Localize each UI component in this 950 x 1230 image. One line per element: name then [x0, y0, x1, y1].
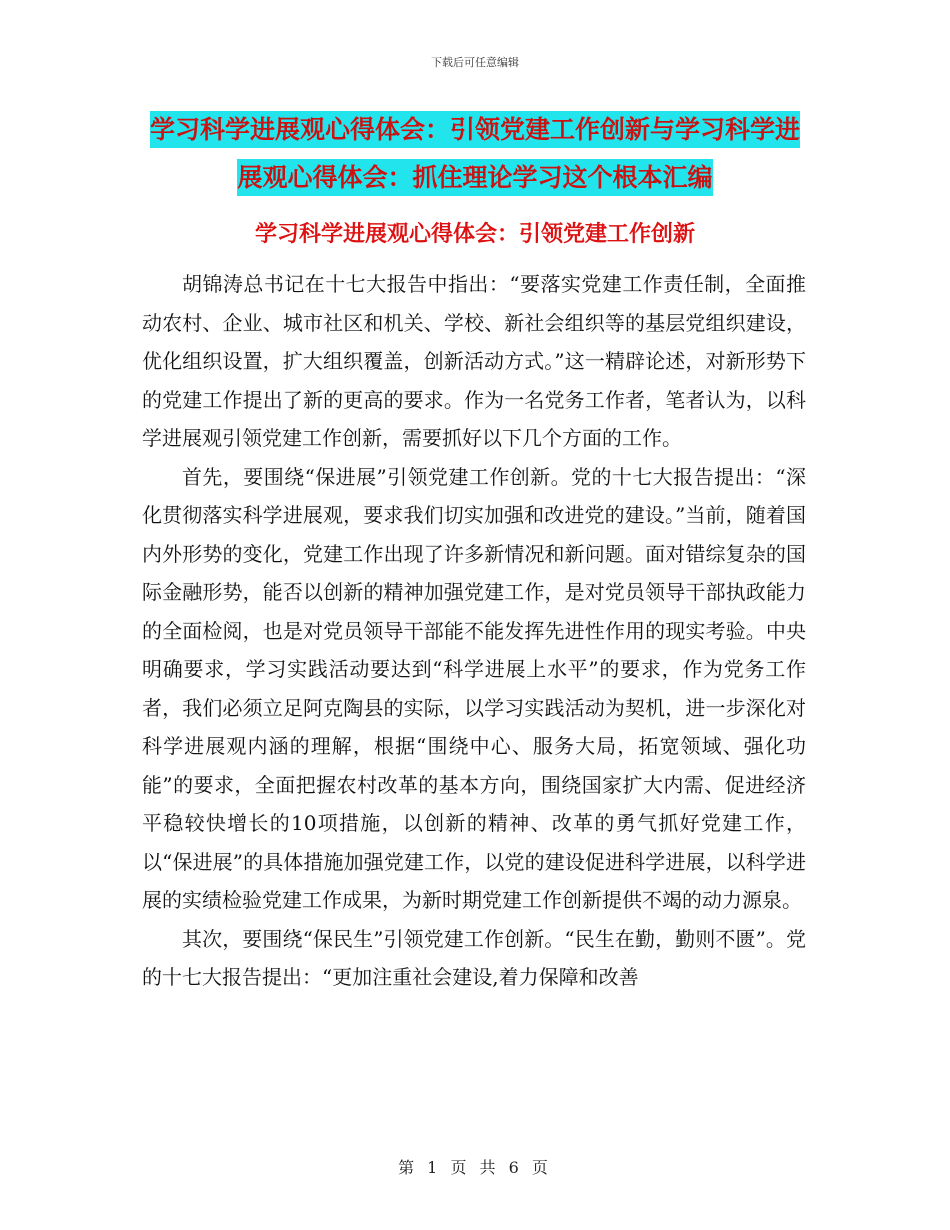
section-title: 学习科学进展观心得体会：引领党建工作创新	[254, 222, 695, 247]
header-note: 下载后可任意编辑	[431, 56, 519, 69]
page-indicator: 第 1 页 共 6 页	[398, 1158, 552, 1177]
paragraph-2: 首先，要围绕“保进展”引领党建工作创新。党的十七大报告提出：“深化贯彻落实科学进展观，要求我们切实加强和改进党的建设。”当前，随着国内外形势的变化，党建工作出现了许多新情况和新问题。面对错综复杂的国际金融形势，能否以创新的精神加强党建工作，是对党员领导干部执政能力的全面检阅，也是对党员领导干部能不能发挥先进性作用的现实考验。中央明确要求，学习实践活动要达到“科学进展上水平”的要求，作为党务工作者，我们必须立足阿克陶县的实际，以学习实践活动为契机，进一步深化对科学进展观内涵的理解，根据“围绕中心、服务大局，拓宽领域、强化功能”的要求，全面把握农村改革的基本方向，围绕国家扩大内需、促进经济平稳较快增长的10项措施，以创新的精神、改革的勇气抓好党建工作，以“保进展”的具体措施加强党建工作，以党的建设促进科学进展，以科学进展的实绩检验党建工作成果，为新时期党建工作创新提供不竭的动力源泉。	[142, 464, 806, 912]
main-title-text: 学习科学进展观心得体会：引领党建工作创新与学习科学进展观心得体会：抓住理论学习这个根本汇编	[150, 111, 800, 196]
main-title	[140, 106, 810, 202]
body-text	[142, 265, 806, 997]
paragraph-3: 其次，要围绕“保民生”引领党建工作创新。“民生在勤，勤则不匮”。党的十七大报告提出：“更加注重社会建设,着力保障和改善	[142, 926, 806, 989]
paragraph-1: 胡锦涛总书记在十七大报告中指出：“要落实党建工作责任制，全面推动农村、企业、城市社区和机关、学校、新社会组织等的基层党组织建设，优化组织设置，扩大组织覆盖，创新活动方式。”这一精辟论述，对新形势下的党建工作提出了新的更高的要求。作为一名党务工作者，笔者认为，以科学进展观引领党建工作创新，需要抓好以下几个方面的工作。	[142, 272, 806, 450]
